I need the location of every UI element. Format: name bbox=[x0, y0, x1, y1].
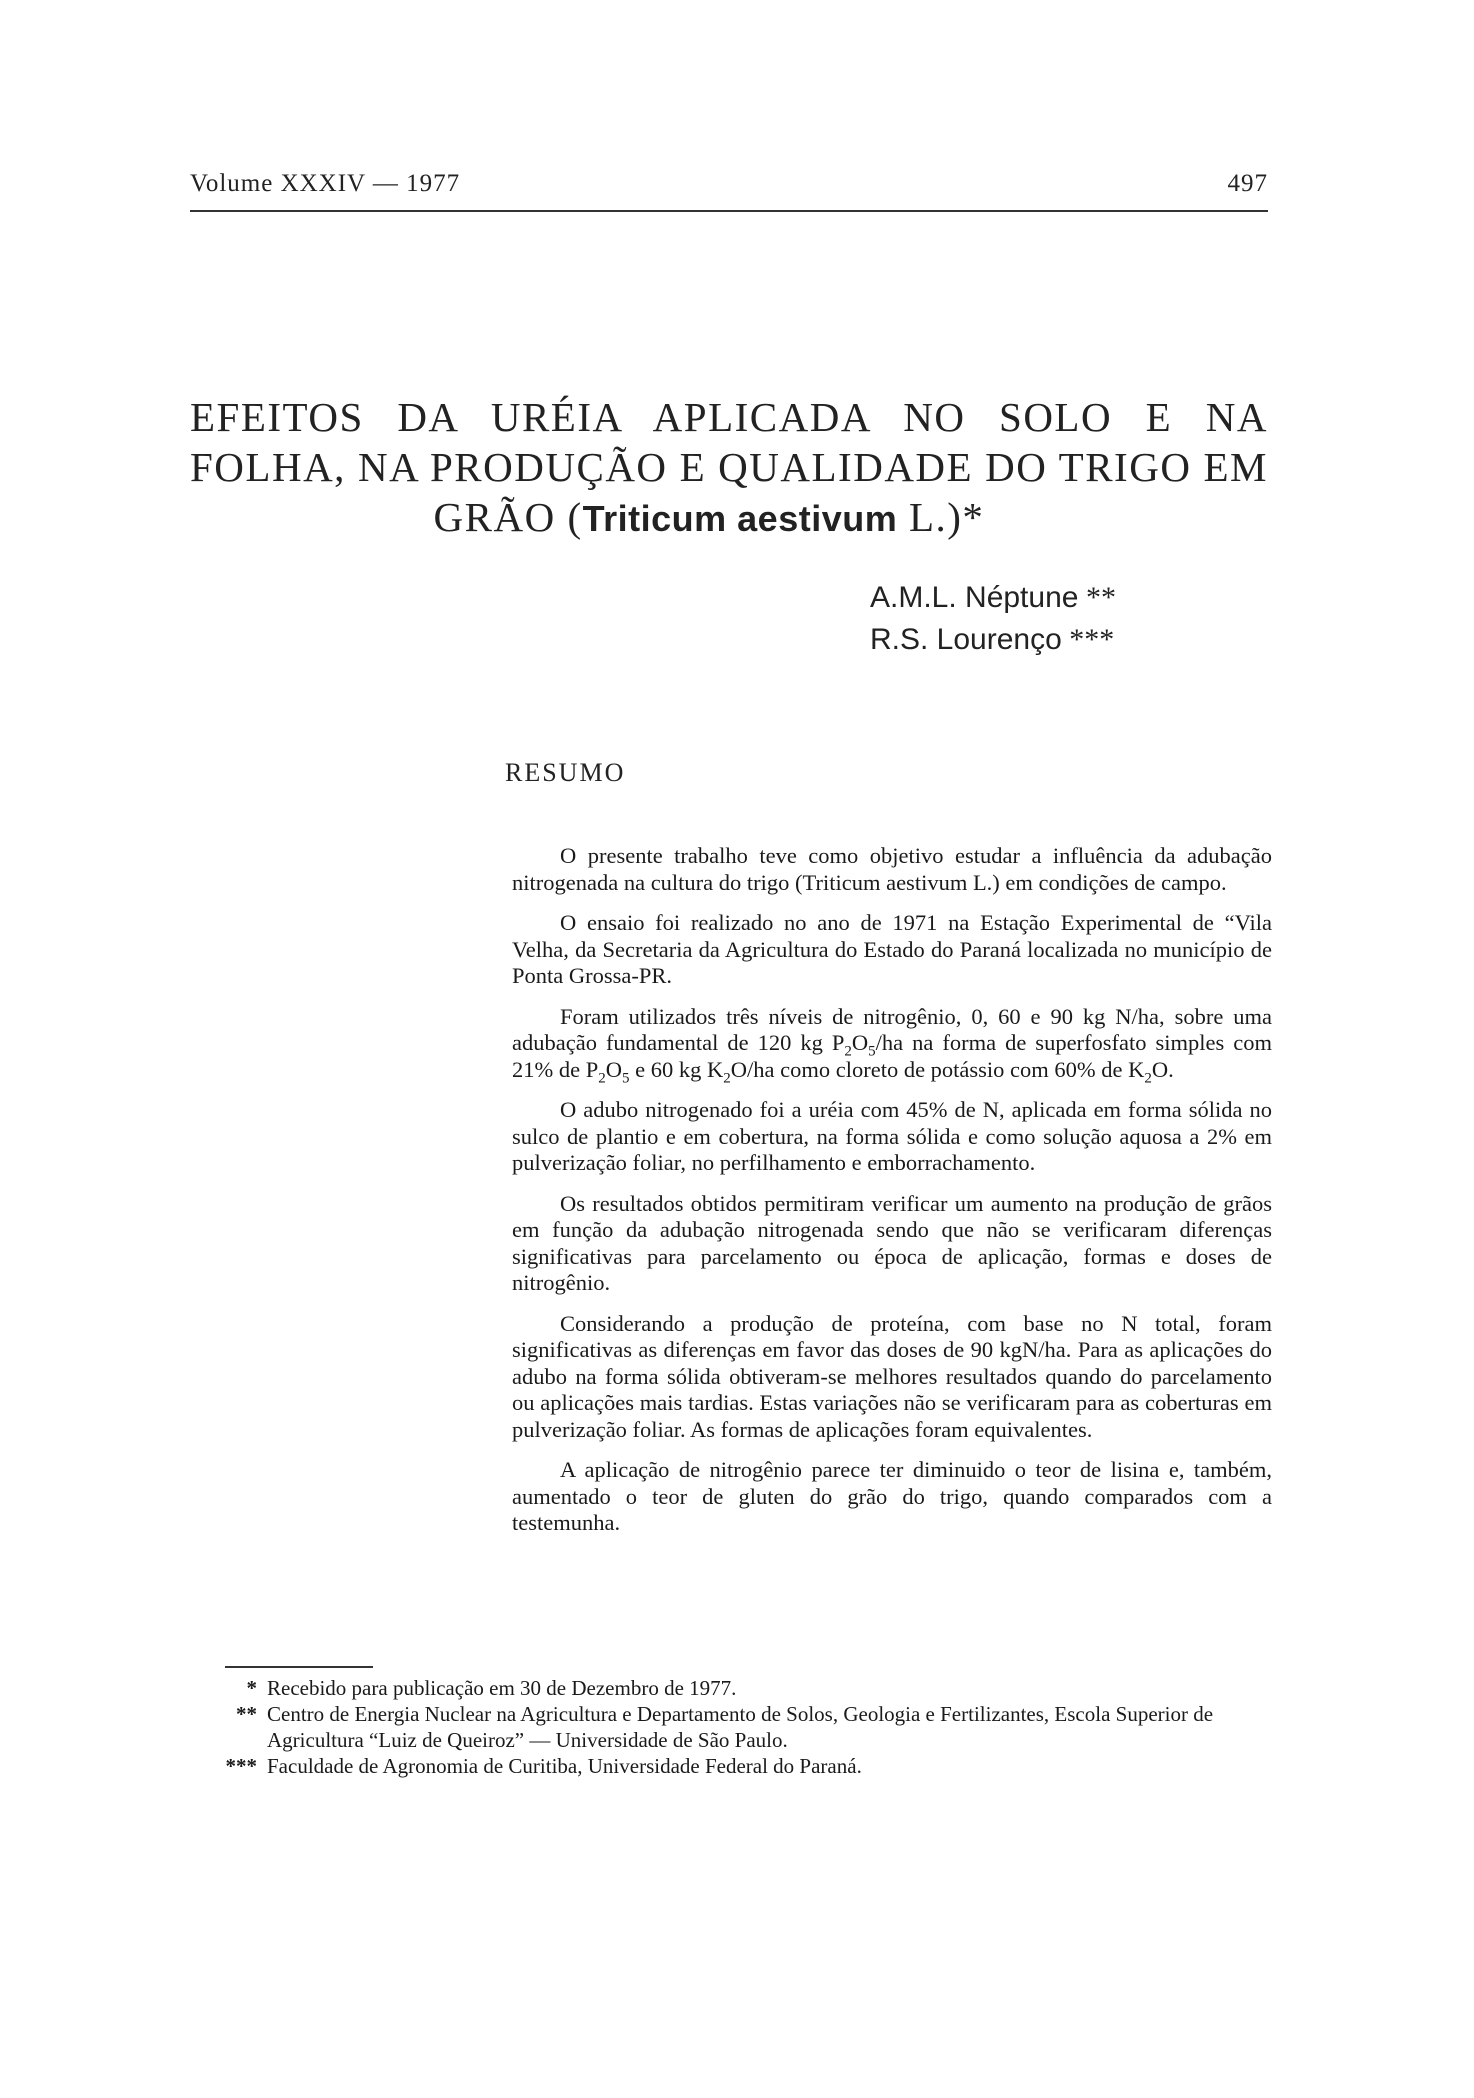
text-run: /ha na forma de superfosfato simples com 21% de P bbox=[512, 1030, 1273, 1082]
article-title bbox=[190, 392, 1268, 544]
abstract-paragraph: O presente trabalho teve como objetivo estudar a influência da adubação nitrogenada na cultura do trigo (Triticum aestivum L.) em condições de campo. bbox=[512, 843, 1272, 895]
subscript: 2 bbox=[844, 1043, 852, 1060]
title-line-3-suffix: L.)* bbox=[897, 494, 985, 540]
text-run: Foram utilizados três níveis de nitrogênio, 0, 60 e 90 kg N/ha, sobre uma adubação fundamental de 120 kg P bbox=[512, 1003, 1272, 1055]
footnote-text: Centro de Energia Nuclear na Agricultura e Departamento de Solos, Geologia e Fertilizantes, Escola Superior de Agricultura “Luiz de Queiroz” — Universidade de São Paulo. bbox=[267, 1702, 1214, 1752]
abstract-paragraph: O adubo nitrogenado foi a uréia com 45% de N, aplicada em forma sólida no sulco de plantio e em cobertura, na forma sólida e como solução aquosa a 2% em pulverização foliar, no perfilhamento e emborrachamento. bbox=[512, 1097, 1272, 1175]
author-list bbox=[870, 577, 1116, 661]
footnote-rule bbox=[225, 1666, 373, 1668]
abstract-paragraph: Considerando a produção de proteína, com base no N total, foram significativas as diferenças em favor das doses de 90 kgN/ha. Para as aplicações do adubo na forma sólida obtiveram-se melhores resultados quando do parcelamento ou aplicações mais tardias. Estas variações não se verificaram para as coberturas em pulverização foliar. As formas de aplicações foram equivalentes. bbox=[512, 1310, 1272, 1442]
footnote-item bbox=[205, 1701, 1285, 1753]
author-mark: *** bbox=[1069, 623, 1115, 656]
author-name: A.M.L. Néptune bbox=[870, 581, 1079, 614]
footnote-mark: *** bbox=[225, 1754, 257, 1778]
abstract-paragraph: A aplicação de nitrogênio parece ter diminuido o teor de lisina e, também, aumentado o teor de gluten do grão do trigo, quando comparados com a testemunha. bbox=[512, 1457, 1272, 1535]
subscript: 5 bbox=[622, 1070, 630, 1086]
author-item bbox=[870, 619, 1116, 661]
subscript: 2 bbox=[598, 1070, 606, 1086]
text-run: O/ha como cloreto de potássio com 60% de K bbox=[730, 1056, 1145, 1082]
footnote-text: Faculdade de Agronomia de Curitiba, Universidade Federal do Paraná. bbox=[267, 1754, 862, 1778]
text-run: e 60 kg K bbox=[629, 1056, 724, 1082]
abstract-paragraph bbox=[512, 1004, 1272, 1084]
text-run: O bbox=[851, 1030, 869, 1055]
title-line-1: EFEITOS DA URÉIA APLICADA NO SOLO E NA bbox=[190, 394, 1268, 440]
author-mark: ** bbox=[1085, 581, 1116, 614]
subscript: 2 bbox=[1144, 1070, 1152, 1086]
title-line-2: FOLHA, NA PRODUÇÃO E QUALIDADE DO TRIGO EM bbox=[190, 444, 1268, 490]
footnote-mark: * bbox=[246, 1676, 257, 1700]
volume-label: Volume XXXIV — 1977 bbox=[190, 170, 461, 197]
author-item bbox=[870, 577, 1116, 619]
running-header bbox=[190, 170, 1268, 198]
author-name: R.S. Lourenço bbox=[870, 623, 1062, 656]
scientific-name: Triticum aestivum bbox=[582, 498, 898, 539]
footnotes bbox=[205, 1675, 1285, 1779]
text-run: O. bbox=[1151, 1056, 1174, 1082]
abstract-paragraph: Os resultados obtidos permitiram verificar um aumento na produção de grãos em função da adubação nitrogenada sendo que não se verificaram diferenças significativas para parcelamento ou época de aplicação, formas e doses de nitrogênio. bbox=[512, 1190, 1272, 1295]
title-line-3 bbox=[190, 492, 1268, 544]
title-line-3-prefix: GRÃO ( bbox=[433, 494, 583, 540]
abstract-paragraph: O ensaio foi realizado no ano de 1971 na Estação Experimental de “Vila Velha, da Secretaria da Agricultura do Estado do Paraná localizada no município de Ponta Grossa-PR. bbox=[512, 910, 1272, 988]
footnote-item bbox=[205, 1675, 1285, 1701]
subscript: 5 bbox=[868, 1043, 876, 1060]
abstract-heading: RESUMO bbox=[505, 758, 626, 787]
subscript: 2 bbox=[723, 1070, 731, 1086]
footnote-item bbox=[205, 1753, 1285, 1779]
page-number: 497 bbox=[1227, 170, 1268, 197]
footnote-mark: ** bbox=[236, 1702, 257, 1726]
header-rule bbox=[190, 210, 1268, 212]
text-run: O bbox=[605, 1056, 622, 1082]
footnote-text: Recebido para publicação em 30 de Dezembro de 1977. bbox=[267, 1676, 737, 1700]
abstract-body bbox=[512, 843, 1272, 1551]
